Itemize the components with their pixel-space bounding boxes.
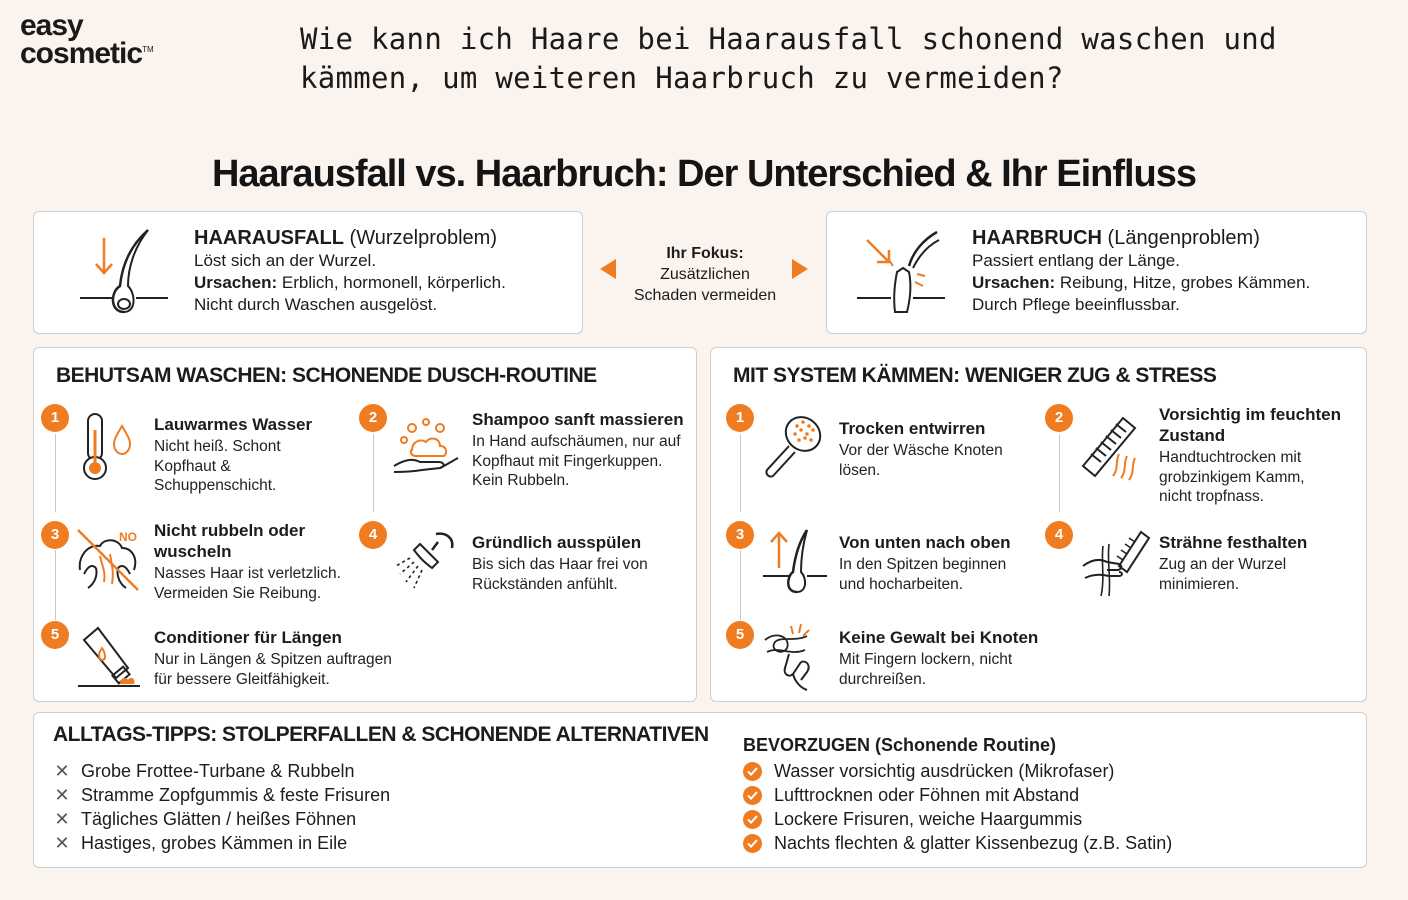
wash-step-2-desc-1: In Hand aufschäumen, nur auf (472, 433, 681, 450)
prefer-item-text: Lufttrocknen oder Föhnen mit Abstand (774, 785, 1080, 805)
comb-step-2-title: Vorsichtig im feuchten (1159, 405, 1341, 424)
wash-step-2-title: Shampoo sanft massieren (472, 410, 684, 429)
hand-hold-strand-icon (1079, 526, 1151, 598)
wash-step-1-desc-3: Schuppenschicht. (154, 477, 277, 494)
haarausfall-subtitle: (Wurzelproblem) (344, 227, 497, 249)
paddle-brush-icon (761, 410, 831, 482)
comb-step-4-number: 4 (1045, 521, 1073, 549)
haarausfall-card (33, 211, 583, 334)
avoid-item-text: Tägliches Glätten / heißes Föhnen (81, 809, 357, 829)
broken-hair-icon (853, 226, 949, 318)
haarbruch-card (826, 211, 1367, 334)
haarbruch-title: HAARBRUCH (972, 227, 1102, 249)
conditioner-tube-icon (76, 624, 142, 690)
comb-step-3-desc-1: In den Spitzen beginnen (839, 556, 1007, 573)
avoid-item (53, 783, 390, 807)
wash-step-3-title: Nicht rubbeln oder (154, 521, 306, 540)
check-circle-icon (743, 762, 762, 781)
prefer-item-text: Wasser vorsichtig ausdrücken (Mikrofaser) (774, 761, 1115, 781)
haarbruch-causes-label: Ursachen: (972, 273, 1056, 292)
prefer-item (743, 807, 1082, 831)
avoid-item (53, 759, 354, 783)
comb-section-title: MIT SYSTEM KÄMMEN: WENIGER ZUG & STRESS (733, 364, 1217, 387)
x-icon: ✕ (54, 809, 70, 829)
prefer-title: BEVORZUGEN (Schonende Routine) (743, 735, 1057, 755)
wash-step-5-number: 5 (41, 621, 69, 649)
wash-step-1-number: 1 (41, 404, 69, 432)
wide-tooth-comb-icon (1079, 410, 1147, 482)
x-icon: ✕ (54, 785, 70, 805)
comb-step-5-desc-2: durchreißen. (839, 670, 927, 688)
comb-step-1-desc-2: lösen. (839, 461, 881, 479)
wash-step-3-number: 3 (41, 521, 69, 549)
comb-step-1-desc-1: Vor der Wäsche Knoten (839, 442, 1003, 459)
tips-section-title: ALLTAGS-TIPPS: STOLPERFALLEN & SCHONENDE ALTERNATIVEN (53, 723, 709, 746)
wash-step-5-desc-2: für bessere Gleitfähigkeit. (154, 670, 330, 688)
hair-root-down-arrow-icon (76, 226, 172, 318)
avoid-item (53, 831, 347, 855)
wash-step-1-desc-2: Kopfhaut & (154, 457, 231, 475)
prefer-item-text: Lockere Frisuren, weiche Haargummis (774, 809, 1083, 829)
haarausfall-causes: Erblich, hormonell, körperlich. (277, 273, 506, 292)
comb-step-4-desc-2: minimieren. (1159, 575, 1240, 593)
comb-step-5-number: 5 (726, 621, 754, 649)
wash-step-3-desc-1: Nasses Haar ist verletzlich. (154, 565, 341, 582)
focus-line1: Zusätzlichen (660, 266, 750, 283)
daily-tips-card (33, 712, 1367, 868)
check-circle-icon (743, 786, 762, 805)
comb-step-3-title: Von unten nach oben (839, 533, 1011, 552)
comb-step-2-title-2: Zustand (1159, 426, 1226, 445)
wash-step-4-title: Gründlich ausspülen (472, 533, 642, 552)
thermometer-drop-icon (78, 410, 140, 482)
wash-step-2-number: 2 (359, 404, 387, 432)
comb-step-2-number: 2 (1045, 404, 1073, 432)
logo-tm: TM (142, 45, 154, 54)
wash-step-4-number: 4 (359, 521, 387, 549)
prefer-item (743, 759, 1114, 783)
main-title: Haarausfall vs. Haarbruch: Der Unterschied & Ihr Einfluss (211, 153, 1197, 195)
haarausfall-line1: Löst sich an der Wurzel. (194, 251, 377, 270)
haarbruch-causes: Reibung, Hitze, grobes Kämmen. (1055, 273, 1311, 292)
arrow-right-icon (792, 259, 808, 279)
foam-hand-icon (390, 414, 460, 476)
avoid-item (53, 807, 356, 831)
check-circle-icon (743, 810, 762, 829)
wash-section-title: BEHUTSAM WASCHEN: SCHONENDE DUSCH-ROUTINE (56, 364, 597, 387)
wash-step-1-title: Lauwarmes Wasser (154, 415, 313, 434)
comb-step-2-desc-2: grobzinkigem Kamm, (1159, 468, 1305, 486)
focus-title: Ihr Fokus: (666, 245, 744, 262)
wash-step-3-desc-2: Vermeiden Sie Reibung. (154, 584, 322, 602)
hair-up-arrow-icon (759, 526, 831, 596)
comb-step-5-desc-1: Mit Fingern lockern, nicht (839, 651, 1013, 668)
check-circle-icon (743, 834, 762, 853)
haarbruch-subtitle: (Längenproblem) (1102, 227, 1260, 249)
comb-step-4-title: Strähne festhalten (1159, 533, 1308, 552)
wash-step-4-desc-2: Rückständen anfühlt. (472, 575, 618, 593)
haarausfall-causes-label: Ursachen: (194, 273, 278, 292)
comb-step-3-number: 3 (726, 521, 754, 549)
wash-step-1-desc-1: Nicht heiß. Schont (154, 438, 281, 455)
shower-head-icon (392, 528, 458, 594)
comb-step-5-title: Keine Gewalt bei Knoten (839, 628, 1039, 647)
comb-step-1-number: 1 (726, 404, 754, 432)
fingers-knot-icon (761, 620, 831, 692)
comb-step-1-title: Trocken entwirren (839, 419, 986, 438)
question-heading: Wie kann ich Haare bei Haarausfall schonend waschen und kämmen, um weiteren Haarbruch zu vermeiden? (300, 22, 1277, 95)
wash-step-5-title: Conditioner für Längen (154, 628, 342, 647)
avoid-item-text: Stramme Zopfgummis & feste Frisuren (81, 785, 391, 805)
focus-line2: Schaden vermeiden (633, 287, 777, 304)
comb-step-2-desc-1: Handtuchtrocken mit (1159, 449, 1302, 466)
wash-step-2-desc-3: Kein Rubbeln. (472, 472, 570, 489)
comb-step-2-desc-3: nicht tropfnass. (1159, 488, 1265, 505)
haarausfall-title: HAARAUSFALL (194, 227, 344, 249)
logo-line2: cosmetic (20, 37, 143, 70)
easy-cosmetic-logo (20, 9, 154, 70)
x-icon: ✕ (54, 761, 70, 781)
avoid-item-text: Hastiges, grobes Kämmen in Eile (81, 833, 348, 853)
wash-step-4-desc-1: Bis sich das Haar frei von (472, 556, 648, 573)
comb-step-3-desc-2: und hocharbeiten. (839, 575, 964, 593)
arrow-left-icon (600, 259, 616, 279)
prefer-item (743, 783, 1079, 807)
haarbruch-line3: Durch Pflege beeinflussbar. (972, 295, 1180, 314)
wash-step-2-desc-2: Kopfhaut mit Fingerkuppen. (472, 452, 663, 470)
focus-note (600, 243, 810, 306)
x-icon: ✕ (54, 833, 70, 853)
haarausfall-line3: Nicht durch Waschen ausgelöst. (194, 295, 438, 314)
no-badge: NO (119, 530, 137, 544)
comb-step-4-desc-1: Zug an der Wurzel (1159, 556, 1287, 573)
avoid-item-text: Grobe Frottee-Turbane & Rubbeln (81, 761, 355, 781)
prefer-item-text: Nachts flechten & glatter Kissenbezug (z.B. Satin) (774, 833, 1173, 853)
wash-step-3-title-2: wuscheln (154, 542, 232, 561)
prefer-item (743, 831, 1172, 855)
haarbruch-line1: Passiert entlang der Länge. (972, 251, 1180, 270)
logo-line1: easy (20, 9, 83, 42)
wash-step-5-desc-1: Nur in Längen & Spitzen auftragen (154, 651, 392, 668)
wash-routine-card (33, 347, 697, 702)
comb-system-card (710, 347, 1367, 702)
